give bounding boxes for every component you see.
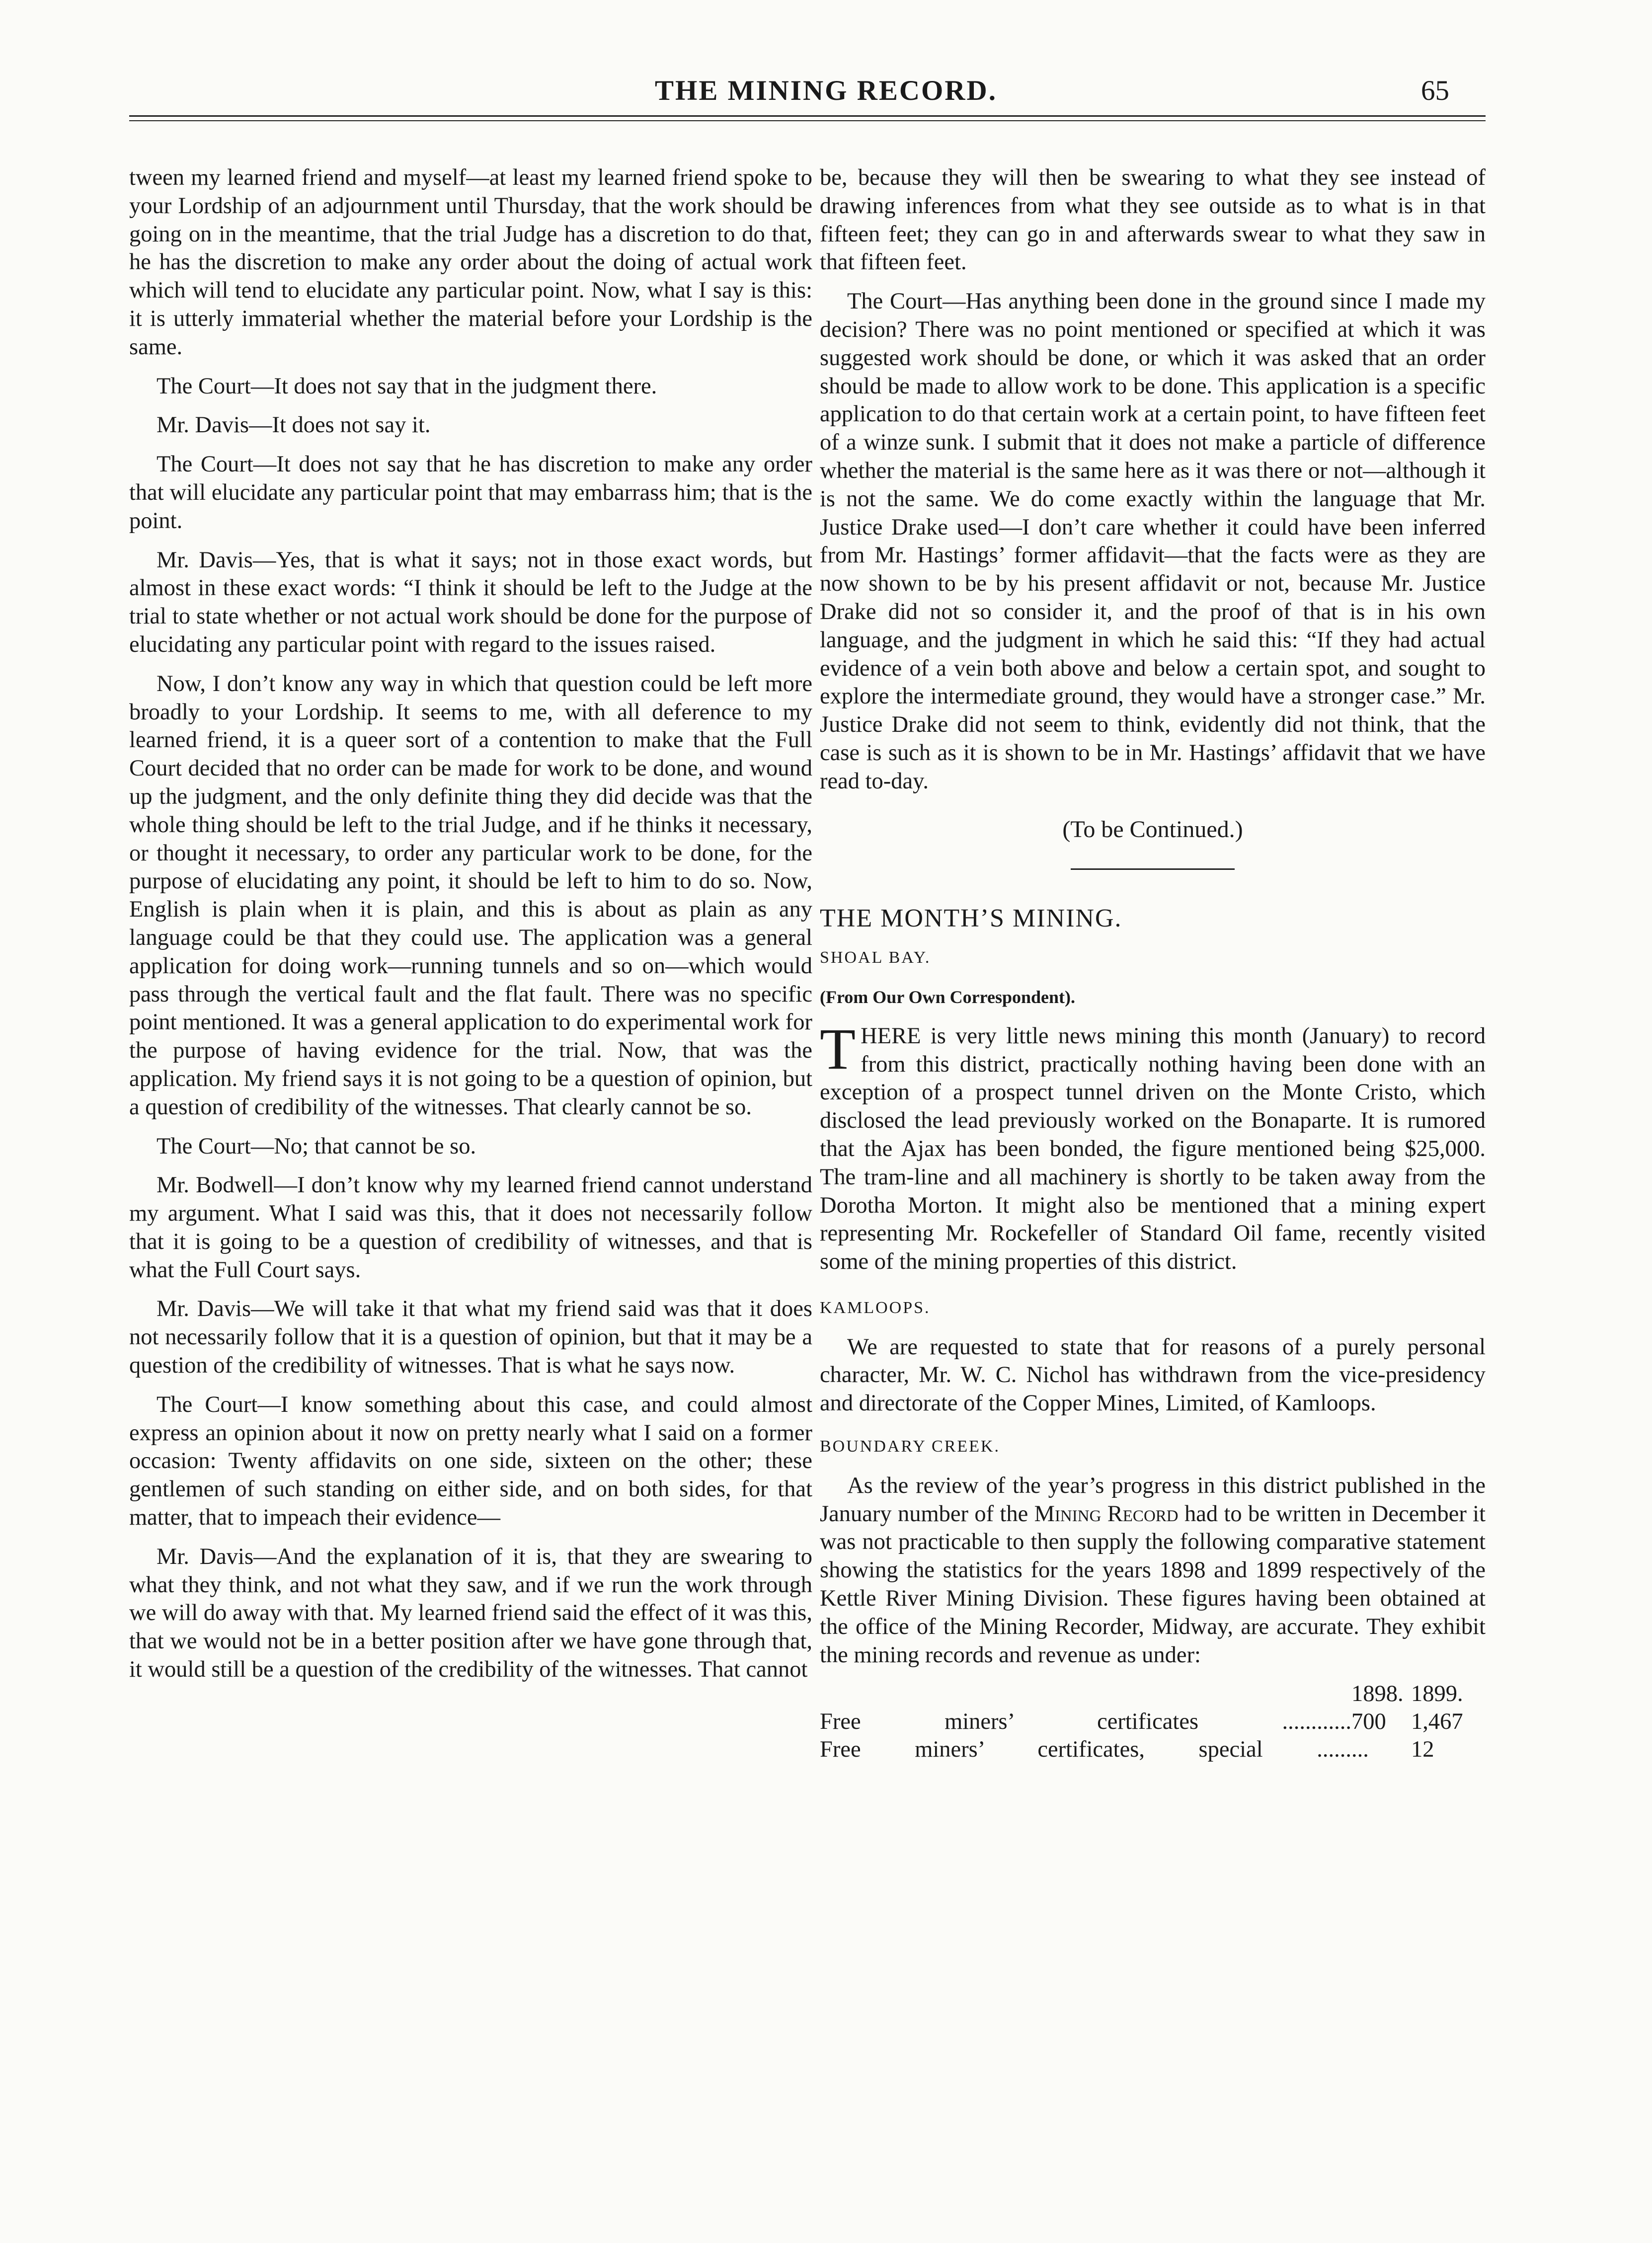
right-column	[820, 164, 1486, 1764]
subhead-boundary-creek: BOUNDARY CREEK.	[820, 1437, 1000, 1456]
page-header-title: THE MINING RECORD.	[655, 75, 997, 106]
paragraph: be, because they will then be swearing to what they see instead of drawing inferences from what they see outside as to what is in that fifteen feet; they can go in and afterwards swear to what they saw in that fifteen feet.	[820, 165, 1486, 275]
boundary-creek-paragraph	[820, 1472, 1486, 1670]
statistics-header-row	[820, 1680, 1486, 1708]
paragraph: Mr. Davis—We will take it that what my friend said was that it does not necessarily follow that it is a question of opinion, but that it may be a question of the credibility of witnesses. That is what he says now.	[129, 1296, 812, 1379]
paragraph: The Court—Has anything been done in the ground since I made my decision? There was no point mentioned or specified at which it was suggested work should be done, or which it was asked that an order should be made to allow work to be done. This application is a specific application to do that certain work at a certain point, to have fifteen feet of a winze sunk. I submit that it does not make a particle of difference whether the material is the same here as it was there or not—although it is not the same. We do come exactly within the language that Mr. Justice Drake used—I don’t care whether it could have been inferred from Mr. Hastings’ former affidavit—that the facts were as they are now shown to be by his present affidavit or not, because Mr. Justice Drake did not so consider it, and the proof of that is in his own language, and the judgment in which he said this: “If they had actual evidence of a vein both above and below a certain spot, and sought to explore the intermediate ground, they would have a stronger case.” Mr. Justice Drake did not seem to think, evidently did not think, that the case is such as it is shown to be in Mr. Hastings’ affidavit that we have read to-day.	[820, 289, 1486, 794]
paragraph: Mr. Davis—It does not say it.	[157, 412, 431, 438]
statistics-table	[820, 1680, 1486, 1764]
subhead-kamloops: KAMLOOPS.	[820, 1298, 931, 1317]
value-1898: 700	[1351, 1709, 1386, 1735]
header-rule-bottom	[129, 120, 1486, 121]
paragraph: The Court—No; that cannot be so.	[157, 1133, 476, 1159]
boundary-creek-text-before: As the review of the year’s progress in this district published in the January number of the	[820, 1472, 1486, 1527]
table-row	[820, 1708, 1486, 1736]
subhead-shoal-bay: SHOAL BAY.	[820, 948, 931, 967]
shoal-bay-text: HERE is very little news mining this month (January) to record from this district, practically nothing having been done with an exception of a prospect tunnel driven on the Monte Cristo, which disclosed the lead previously worked on the Bonaparte. It is rumored that the Ajax has been bonded, the figure mentioned being $25,000. The tram-line and all machinery is shortly to be taken away from the Dorotha Morton. It might also be mentioned that a mining expert representing Mr. Rockefeller of Standard Oil fame, recently visited some of the mining properties of this district.	[820, 1023, 1486, 1275]
kamloops-paragraph: We are requested to state that for reasons of a purely personal character, Mr. W. C. Nichol has withdrawn from the vice-presidency and directorate of the Copper Mines, Limited, of Kamloops.	[820, 1334, 1486, 1416]
header-rule-top	[129, 115, 1486, 117]
paragraph: Now, I don’t know any way in which that question could be left more broadly to your Lordship. It seems to me, with all deference to my learned friend, it is a queer sort of a contention to make that the Full Court decided that no order can be made for work to be done, and wound up the judgment, and the only definite thing they did decide was that the whole thing should be left to the trial Judge, and if he thinks it necessary, or thought it necessary, to order any particular work to be done, for the purpose of elucidating any point, it should be left to him to do so. Now, English is plain when it is plain, and this is about as plain as any language could be that they could use. The application was a general application for doing work—running tunnels and so on—which would pass through the vertical fault and the flat fault. There was no specific point mentioned. It was a general application to do experimental work for the purpose of having evidence for the trial. Now, that was the application. My friend says it is not going to be a question of opinion, but a question of credibility of the witnesses. That clearly cannot be so.	[129, 671, 812, 1120]
value-1899: 1,467	[1411, 1709, 1463, 1735]
boundary-creek-text-after: had to be written in December it was not practicable to then supply the following comparative statement showing the statistics for the years 1898 and 1899 respectively of the Kettle River Mining Division. These figures having been obtained at the office of the Mining Recorder, Midway, are accurate. They exhibit the mining records and revenue as under:	[820, 1501, 1486, 1668]
year-1899-header: 1899.	[1411, 1681, 1463, 1707]
section-title: THE MONTH’S MINING.	[820, 904, 1122, 933]
paragraph: The Court—I know something about this case, and could almost express an opinion about it now on pretty nearly what I said on a former occasion: Twenty affidavits on one side, sixteen on the other; these gentlemen of such standing on either side, and on both sides, for that matter, that to impeach their evidence—	[129, 1392, 812, 1531]
drop-cap: T	[820, 1016, 856, 1082]
table-row	[820, 1736, 1486, 1764]
correspondent-byline: (From Our Own Correspondent).	[820, 987, 1076, 1007]
paragraph: Mr. Bodwell—I don’t know why my learned friend cannot understand my argument. What I said was this, that it does not necessarily follow that it is going to be a question of credibility of witnesses, and that is what the Full Court says.	[129, 1172, 812, 1283]
paragraph: The Court—It does not say that he has discretion to make any order that will elucidate any particular point that may embarrass him; that is the point.	[129, 452, 812, 534]
year-1898-header: 1898.	[1351, 1681, 1404, 1707]
value-1899: 12	[1411, 1737, 1434, 1763]
section-divider	[1071, 868, 1235, 870]
paragraph: tween my learned friend and myself—at least my learned friend spoke to your Lordship of an adjournment until Thursday, that the work should be going on in the meantime, that the trial Judge has a discretion to do that, he has the discretion to make any order about the doing of actual work which will tend to elucidate any particular point. Now, what I say is this: it is utterly immaterial whether the material before your Lordship is the same.	[129, 165, 812, 360]
value-1898: ...	[1351, 1737, 1369, 1763]
page-number: 65	[1421, 75, 1449, 106]
to-be-continued: (To be Continued.)	[1062, 816, 1243, 843]
paragraph: Mr. Davis—Yes, that is what it says; not in those exact words, but almost in these exact words: “I think it should be left to the Judge at the trial to state whether or not actual work should be done for the purpose of elucidating any particular point with regard to the issues raised.	[129, 547, 812, 657]
paragraph: The Court—It does not say that in the judgment there.	[157, 373, 657, 399]
journal-name: Mining Record	[1034, 1501, 1179, 1527]
paragraph: Mr. Davis—And the explanation of it is, that they are swearing to what they think, and not what they saw, and if we run the work through we will do away with that. My learned friend said the effect of it was this, that we would not be in a better position after we have gone through that, it would still be a question of the credibility of the witnesses. That cannot	[129, 1544, 812, 1683]
shoal-bay-paragraph	[820, 1016, 1486, 1276]
row-label: Free miners’ certificates ............	[820, 1709, 1351, 1735]
row-label: Free miners’ certificates, special ......	[820, 1737, 1351, 1763]
left-column	[129, 164, 812, 1695]
